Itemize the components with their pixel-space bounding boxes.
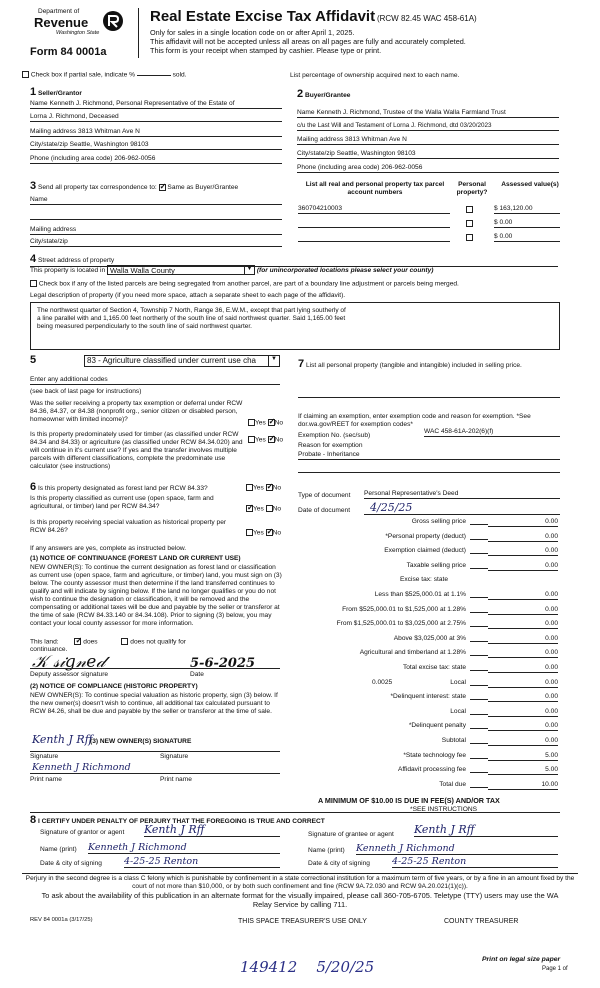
county-select[interactable]	[107, 265, 255, 275]
no-label: No	[274, 419, 284, 427]
grantee-signature-label: Signature of grantee or agent	[308, 831, 394, 838]
current-use-yes-checkbox[interactable]	[246, 505, 253, 512]
personal-property-header: Personal property?	[456, 181, 488, 196]
county-value: Walla Walla County	[109, 266, 175, 275]
buyer-name-line2[interactable]: c/u the Last Will and Testament of Lorna J. Richmond, dtd 03/20/2023	[297, 122, 559, 131]
tax-row-label: Total due	[439, 780, 466, 788]
deferral-question-text: Was the seller receiving a property tax exemption or deferral under RCW 84.36, 84.37, or 84.38 (nonprofit org., senior citizen or disabled person, homeowner with limited income)?	[30, 400, 243, 423]
tax-row-label: Affidavit processing fee	[397, 766, 466, 774]
tax-row	[300, 606, 558, 618]
correspondence-label: Send all property tax correspondence to:	[37, 184, 157, 191]
personal-property-label: List all personal property (tangible and intangible) included in selling price.	[305, 362, 522, 369]
treasurer-stamp: 149412 5/20/25	[240, 958, 375, 976]
parcel-row	[298, 205, 560, 217]
tax-row-value[interactable]: 10.00	[488, 781, 558, 790]
tax-row	[300, 576, 558, 588]
section5-row	[30, 354, 36, 367]
section-number: 5	[30, 354, 37, 366]
no-label: No	[272, 505, 282, 513]
doc-type-row	[298, 492, 560, 500]
partial-sale-row	[22, 71, 187, 79]
tax-row-value[interactable]: 5.00	[488, 752, 558, 761]
tax-row	[300, 649, 558, 661]
phone-label: Phone (including area code)	[297, 164, 380, 171]
tax-row-leader	[470, 597, 488, 598]
correspondence-city-field[interactable]	[30, 238, 282, 247]
tax-row-label: Subtotal	[441, 737, 466, 744]
does-qualify-checkbox[interactable]	[74, 638, 81, 645]
current-use-question: Is this property classified as current use (open space, farm and agricultural, or timber) land per RCW 84.34?	[30, 495, 214, 510]
section-number: 3	[30, 180, 37, 192]
section-number: 7	[298, 358, 305, 370]
timber-yes-no	[248, 436, 283, 444]
continuance-label: continuance.	[30, 646, 68, 653]
no-label: No	[272, 484, 282, 492]
deferral-question	[30, 400, 258, 424]
perjury-notice	[22, 873, 578, 891]
yes-label: Yes	[253, 484, 264, 492]
reason-field[interactable]: Probate - Inheritance	[298, 451, 560, 460]
tax-row-label: Total excise tax: state	[402, 664, 466, 671]
personal-property-checkbox[interactable]	[466, 234, 473, 241]
chevron-down-icon: ▼	[244, 266, 254, 275]
deferral-yes-no	[248, 419, 283, 427]
seller-city: Seattle, Washington 98103	[69, 141, 149, 148]
section-number: 6	[30, 481, 37, 493]
forest-yes-checkbox[interactable]	[246, 484, 253, 491]
section-number: 4	[30, 253, 37, 265]
tax-row-leader	[470, 699, 488, 700]
parcel-number-field[interactable]: 360704210003	[298, 205, 450, 214]
tax-row-value[interactable]: 0.00	[488, 679, 558, 688]
tax-row	[300, 781, 558, 793]
section-number: 8	[30, 814, 37, 826]
additional-codes-label: Enter any additional codes	[30, 376, 108, 383]
header-note2: This affidavit will not be accepted unless all areas on all pages are fully and accurately completed.	[150, 37, 466, 46]
assessed-value-header: Assessed value(s)	[501, 181, 559, 188]
doc-date-label: Date of document	[298, 507, 351, 514]
parcel-row	[298, 233, 560, 245]
city-label: City/state/zip	[297, 150, 335, 157]
address-label: Mailing address	[30, 226, 77, 233]
tax-row-value[interactable]: 0.00	[488, 533, 558, 542]
form-revision: REV 84 0001a (3/17/25)	[30, 917, 93, 923]
seller-address: 3813 Whitman Ave N	[78, 128, 140, 135]
does-not-qualify-label: does not qualify for	[130, 638, 186, 646]
yes-label: Yes	[255, 419, 266, 427]
header-divider	[138, 8, 139, 58]
header-note3: This form is your receipt when stamped by cashier. Please type or print.	[150, 46, 382, 55]
tax-row-leader	[470, 787, 488, 788]
tax-row	[300, 518, 558, 530]
timber-question-text: Is this property predominately used for timber (as classified under RCW 84.34 and 84.33) or agriculture (as classified under RCW 84.34.020) and will continue in it's current use? If yes and the transfer involves multiple parcels with different classifications, complete the predominate use calculator (see instructions)	[30, 431, 243, 470]
name-label: Name	[30, 100, 48, 107]
name-label: Name	[30, 196, 48, 203]
seller-section	[30, 86, 282, 99]
tax-row-value[interactable]: 0.00	[488, 562, 558, 571]
header-note1: Only for sales in a single location code on or after April 1, 2025.	[150, 28, 355, 37]
buyer-heading: Buyer/Grantee	[304, 92, 351, 99]
tax-row	[300, 693, 558, 705]
buyer-name-line1: Kenneth J. Richmond, Trustee of the Walla Walla Farmland Trust	[316, 109, 506, 116]
grantee-date-row	[308, 856, 558, 868]
address-label: Mailing address	[30, 128, 77, 135]
tax-row-label: Local	[450, 707, 466, 715]
tax-row-leader	[470, 714, 488, 715]
seller-heading: Seller/Grantor	[37, 90, 82, 97]
tax-row-value[interactable]: 5.00	[488, 766, 558, 775]
tax-row	[300, 664, 558, 676]
certification-heading-text: I CERTIFY UNDER PENALTY OF PERJURY THAT THE FOREGOING IS TRUE AND CORRECT	[37, 818, 325, 825]
land-use-code-value: 83 - Agriculture classified under current use cha	[87, 356, 256, 365]
tax-row-leader	[470, 553, 488, 554]
print-name-label: Print name	[30, 776, 62, 783]
treasurer-use-label: THIS SPACE TREASURER'S USE ONLY	[238, 918, 367, 925]
grantor-signature-label: Signature of grantor or agent	[40, 829, 125, 836]
notice-continuance-title: (1) NOTICE OF CONTINUANCE (FOREST LAND OR CURRENT USE)	[30, 555, 241, 562]
exemption-no-row	[298, 428, 560, 440]
tax-row-leader	[470, 655, 488, 656]
buyer-phone-field[interactable]	[297, 164, 559, 173]
tax-row-leader	[470, 670, 488, 671]
county-note: (for unincorporated locations please select your county)	[256, 266, 434, 274]
accessibility-note: To ask about the availability of this publication in an alternate format for the visually impaired, please call 360-705-6705. Teletype (TTY) users may use the WA Relay Service by calling 711.	[41, 891, 559, 909]
grantee-name-row	[308, 843, 558, 855]
date-label: Date	[190, 671, 204, 678]
tax-row-value[interactable]: 0.00	[488, 591, 558, 600]
additional-codes-field[interactable]	[30, 376, 280, 385]
chevron-down-icon: ▼	[268, 356, 279, 367]
grantee-signature-row	[308, 823, 558, 839]
city-label: City/state/zip	[30, 238, 68, 245]
street-address-label: Street address of property	[37, 257, 115, 264]
tax-row-label: Excise tax: state	[399, 576, 448, 584]
current-use-yes-no	[246, 505, 281, 513]
personal-property-checkbox[interactable]	[466, 220, 473, 227]
forest-no-checkbox[interactable]	[266, 484, 273, 491]
correspondence-address-field[interactable]	[30, 226, 282, 235]
tax-row-value[interactable]: 0.00	[488, 664, 558, 673]
tax-row-leader	[470, 568, 488, 569]
legal-description-label: Legal description of property (if you need more space, attach a separate sheet to each page of the affidavit).	[30, 292, 346, 299]
county-row	[30, 265, 570, 275]
tax-row-leader	[470, 612, 488, 613]
ownership-pct-note: List percentage of ownership acquired next to each name.	[290, 72, 460, 79]
does-not-qualify-checkbox[interactable]	[121, 638, 128, 645]
form-number: Form 84 0001a	[30, 46, 107, 58]
doc-date-field[interactable]: 4/25/25	[364, 501, 560, 515]
tax-row-value[interactable]: 0.00	[488, 693, 558, 702]
tax-row	[300, 533, 558, 545]
tax-row-value[interactable]: 0.00	[488, 620, 558, 629]
grantor-date-field[interactable]: 4-25-25 Renton	[124, 856, 280, 868]
partial-sale-pct-field[interactable]	[137, 75, 171, 76]
new-owner-signature-title: (3) NEW OWNER(S) SIGNATURE	[90, 738, 192, 745]
assessor-signature-line	[30, 668, 280, 669]
forest-yes-no	[246, 484, 281, 492]
tax-row-value[interactable]: 0.00	[488, 708, 558, 717]
doc-type-field[interactable]: Personal Representative's Deed	[364, 490, 560, 499]
section-number: 2	[297, 88, 304, 100]
tax-row	[300, 752, 558, 764]
personal-property-section	[298, 358, 560, 371]
correspondence-row	[30, 180, 290, 193]
perjury-text: Perjury in the second degree is a class C felony which is punishable by confinement in a state correctional institution for a maximum term of five years, or by a fine in an amount fixed by the court of not more than $10,000, or by both such confinement and fine (RCW 9A.72.030 and RCW 9A.20.021(1)(c)).	[25, 875, 575, 890]
date-city-label: Date & city of signing	[40, 860, 102, 867]
name-label: Name	[297, 109, 315, 116]
seller-phone: 206-962-0056	[114, 155, 156, 162]
buyer-address-field[interactable]	[297, 136, 559, 145]
tax-row-label: From $525,000.01 to $1,525,000 at 1.28%	[342, 605, 466, 613]
print-name-label-2: Print name	[160, 776, 192, 783]
tax-row-value[interactable]: 0.00	[488, 722, 558, 731]
grantor-signature-field[interactable]: Kenth J Rff	[144, 823, 280, 837]
sold-label: sold.	[172, 71, 187, 79]
seller-address-field[interactable]	[30, 128, 282, 137]
correspondence-extra-line[interactable]	[30, 212, 282, 220]
tax-row-label: *State technology fee	[403, 751, 466, 759]
tax-row	[300, 766, 558, 778]
revenue-logo-icon	[102, 10, 124, 32]
tax-row	[300, 737, 558, 749]
tax-row-value[interactable]: 0.00	[488, 737, 558, 746]
tax-row-label: *Delinquent interest: state	[390, 693, 466, 701]
tax-row	[300, 591, 558, 603]
located-in-label: This property is located in	[30, 266, 106, 274]
seller-name-line1: Kenneth J. Richmond, Personal Representative of the Estate of	[49, 100, 235, 107]
parcel-list-header: List all real and personal property tax parcel account numbers	[305, 181, 445, 196]
tax-row-value[interactable]: 0.00	[488, 518, 558, 527]
historic-question: Is this property receiving special valuation as historical property per RCW 84.26?	[30, 519, 227, 534]
yes-label: Yes	[253, 505, 264, 513]
tax-row-leader	[470, 728, 488, 729]
tax-row-label: Agricultural and timberland at 1.28%	[359, 649, 466, 657]
notice-continuance-text: NEW OWNER(S): To continue the current designation as forest land or classification as current use (open space, farm and agriculture, or timber) land, you must sign on (3) below. The county assessor must then determine if the land transferred continues to qualify and will indicate by signing below. If the land no longer qualifies or you do not wish to continue the designation or classification, it will be removed and the compensating or additional taxes will be due and payable by the seller or transferor at the time of sale (RCW 84.33.140 or 84.34.108). Prior to signing (3) below, you may contact your local county assessor for more information.	[30, 564, 282, 628]
form-title-row	[150, 8, 590, 26]
buyer-name-field[interactable]	[297, 109, 559, 118]
tax-row-leader	[470, 626, 488, 627]
assessor-date[interactable]: 5-6-2025	[190, 656, 256, 671]
seller-name-field[interactable]	[30, 100, 282, 109]
if-yes-note: If any answers are yes, complete as instructed below.	[30, 545, 187, 552]
owner-signature-line	[30, 751, 280, 752]
reason-extra-line[interactable]	[298, 465, 560, 473]
personal-property-line[interactable]	[298, 390, 560, 398]
tax-row	[300, 635, 558, 647]
county-treasurer-label: COUNTY TREASURER	[444, 918, 519, 925]
dept-line2: Revenue	[34, 15, 89, 30]
tax-row-leader	[470, 685, 488, 686]
correspondence-name-field[interactable]	[30, 196, 282, 205]
grantor-name-row	[40, 842, 280, 854]
seller-phone-field[interactable]	[30, 155, 282, 164]
timber-yes-checkbox[interactable]	[248, 436, 255, 443]
exemption-no-label: Exemption No. (sec/sub)	[298, 432, 371, 439]
assessed-value-field[interactable]: $ 163,120.00	[494, 205, 560, 214]
name-print-label: Name (print)	[308, 847, 345, 854]
current-use-no-checkbox[interactable]	[266, 505, 273, 512]
exemption-no-field[interactable]: WAC 458-61A-202(6)(f)	[424, 428, 560, 437]
legal-description-box[interactable]	[30, 302, 560, 350]
tax-row	[300, 562, 558, 574]
tax-row-label: Above $3,025,000 at 3%	[393, 634, 466, 642]
phone-label: Phone (including area code)	[30, 155, 113, 162]
buyer-section	[297, 88, 557, 101]
forest-question-text: Is this property designated as forest land per RCW 84.33?	[37, 485, 208, 492]
tax-row-label: Local	[450, 678, 466, 686]
buyer-city-field[interactable]	[297, 150, 559, 159]
form-title: Real Estate Excise Tax Affidavit	[150, 8, 376, 25]
tax-row-label: Taxable selling price	[406, 561, 466, 569]
tax-row-label: *Delinquent penalty	[408, 722, 466, 730]
deferral-no-checkbox[interactable]	[268, 419, 275, 426]
tax-row-label: Gross selling price	[411, 518, 466, 525]
city-label: City/state/zip	[30, 141, 68, 148]
grantor-name-field[interactable]: Kenneth J Richmond	[88, 842, 280, 854]
section-number: 1	[30, 86, 37, 98]
deferral-yes-checkbox[interactable]	[248, 419, 255, 426]
tax-row-leader	[470, 743, 488, 744]
same-as-buyer-checkbox[interactable]	[159, 184, 166, 191]
print-legal-note: Print on legal size paper	[482, 956, 561, 963]
notice-compliance-title: (2) NOTICE OF COMPLIANCE (HISTORIC PROPERTY)	[30, 683, 198, 690]
assessed-value-field[interactable]: $ 0.00	[494, 219, 560, 228]
buyer-phone: 206-962-0056	[381, 164, 423, 171]
does-label: does	[83, 638, 98, 646]
address-label: Mailing address	[297, 136, 344, 143]
see-back-note: (see back of last page for instructions)	[30, 388, 142, 395]
this-land-row	[30, 638, 290, 646]
tax-row-leader	[470, 641, 488, 642]
parcel-number-field[interactable]	[298, 233, 450, 242]
dept-line3: Washington State	[56, 30, 100, 36]
yes-label: Yes	[255, 436, 266, 444]
yes-label: Yes	[253, 529, 264, 537]
segregated-label: Check box if any of the listed parcels are being segregated from another parcel, are part of a boundary line adjustment or parcels being merged.	[38, 280, 459, 288]
legal-description-text: The northwest quarter of Section 4, Township 7 North, Range 36, E.W.M., except that part lying southerly of a line parallel with and 1,165.00 feet northerly of the south line of said northwest quarter. Said 1,165.00 feet being measured perpendicularly to the south line of said northwest quarter.	[37, 307, 346, 331]
grantor-signature-row	[40, 823, 280, 837]
parcel-number-field[interactable]	[298, 219, 450, 228]
tax-row-value[interactable]: 0.00	[488, 547, 558, 556]
tax-row-leader	[470, 524, 488, 525]
land-use-code-select[interactable]	[84, 355, 280, 367]
reason-label: Reason for exemption	[298, 442, 363, 449]
historic-yes-checkbox[interactable]	[246, 529, 253, 536]
owner-print-line	[30, 773, 280, 774]
historic-yes-no	[246, 529, 281, 537]
date-city-label: Date & city of signing	[308, 860, 370, 867]
tax-row	[300, 679, 558, 691]
parcel-row	[298, 219, 560, 231]
tax-row-value[interactable]: 0.00	[488, 635, 558, 644]
grantee-signature-field[interactable]: Kenth J Rff	[414, 823, 558, 837]
minimum-due-note: A MINIMUM OF $10.00 IS DUE IN FEE(S) AND/OR TAX	[318, 796, 500, 805]
tax-row-label: Less than $525,000.01 at 1.1%	[374, 591, 466, 598]
forest-question	[30, 481, 256, 494]
no-label: No	[272, 529, 282, 537]
historic-no-checkbox[interactable]	[266, 529, 273, 536]
no-label: No	[274, 436, 284, 444]
tax-row	[300, 708, 558, 720]
name-print-label: Name (print)	[40, 846, 77, 853]
form-title-ref: (RCW 82.45 WAC 458-61A)	[376, 14, 477, 23]
seller-city-field[interactable]	[30, 141, 282, 150]
partial-sale-label: Check box if partial sale, indicate %	[30, 71, 135, 79]
tax-row-leader	[470, 539, 488, 540]
signature-label: Signature	[30, 753, 59, 760]
timber-question	[30, 431, 250, 471]
doc-date-row	[298, 501, 560, 515]
owner-print-name[interactable]: Kenneth J Richmond	[32, 762, 131, 773]
timber-no-checkbox[interactable]	[268, 436, 275, 443]
notice-compliance-text: NEW OWNER(S): To continue special valuation as historic property, sign (3) below. If the new owner(s) doesn't wish to continue, all additional tax calculated pursuant to RCW 84.26, shall be due and payable by the seller or transferor at the time of sale.	[30, 692, 278, 716]
tax-row-label: *Personal property (deduct)	[385, 532, 466, 540]
tax-row-label: From $1,525,000.01 to $3,025,000 at 2.75%	[336, 620, 466, 628]
personal-property-checkbox[interactable]	[466, 206, 473, 213]
tax-row	[300, 620, 558, 632]
page-number: Page 1 of	[542, 966, 568, 972]
local-rate: 0.0025	[372, 678, 393, 686]
tax-row-value[interactable]: 0.00	[488, 606, 558, 615]
tax-row-leader	[470, 758, 488, 759]
owner-signature[interactable]: Kenth J Rff	[32, 733, 93, 746]
grantee-date-field[interactable]: 4-25-25 Renton	[392, 856, 558, 868]
tax-row-value[interactable]: 0.00	[488, 649, 558, 658]
tax-row-label: Exemption claimed (deduct)	[384, 547, 466, 555]
dept-line1: Department of	[38, 8, 80, 15]
dor-logo	[20, 6, 140, 62]
signature-label-2: Signature	[160, 753, 189, 760]
assessor-signature-label: Deputy assessor signature	[30, 671, 109, 678]
same-as-buyer-label: Same as Buyer/Grantee	[167, 184, 239, 191]
tax-row	[300, 722, 558, 734]
assessor-signature[interactable]: 𝒦 𝓈𝒾𝑔𝓃𝑒𝒹	[32, 652, 105, 672]
seller-name-line2[interactable]: Lorna J. Richmond, Deceased	[30, 113, 282, 122]
segregated-checkbox[interactable]	[30, 280, 37, 287]
exemption-note: If claiming an exemption, enter exemption code and reason for exemption. *See dor.wa.gov/REET for exemption codes*	[298, 413, 531, 428]
tax-row	[300, 547, 558, 559]
partial-sale-checkbox[interactable]	[22, 71, 29, 78]
buyer-address: 3813 Whitman Ave N	[345, 136, 407, 143]
segregated-row	[30, 280, 575, 288]
grantee-name-field[interactable]: Kenneth J Richmond	[356, 843, 558, 855]
this-land-label: This land:	[30, 638, 59, 646]
buyer-city: Seattle, Washington 98103	[336, 150, 416, 157]
doc-type-label: Type of document	[298, 492, 351, 499]
grantor-date-row	[40, 856, 280, 868]
tax-row-leader	[470, 772, 488, 773]
see-instructions-note: *SEE INSTRUCTIONS	[410, 806, 478, 813]
assessed-value-field[interactable]: $ 0.00	[494, 233, 560, 242]
